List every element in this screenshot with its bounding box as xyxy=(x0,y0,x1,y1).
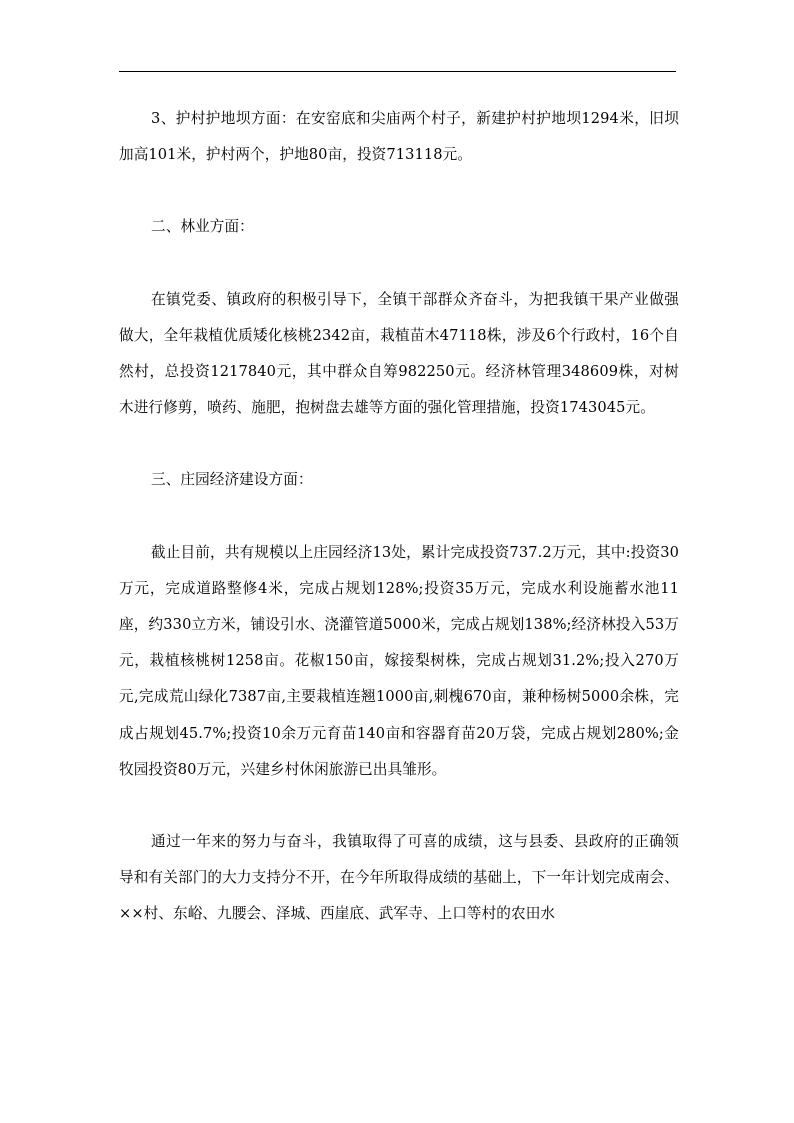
paragraph-gap xyxy=(119,173,679,209)
paragraph-gap xyxy=(119,426,679,462)
paragraph-forestry: 在镇党委、镇政府的积极引导下，全镇干部群众齐奋斗，为把我镇干果产业做强做大，全年栽植优质矮化核桃2342亩，栽植苗木47118株，涉及6个行政村，16个自然村，总投资1217840元，其中群众自筹982250元。经济林管理348609株，对树木进行修剪，喷药、施肥，抱树盘去雄等方面的强化管理措施，投资1743045元。 xyxy=(119,290,679,417)
document-body xyxy=(119,101,679,933)
heading-forestry: 二、林业方面： xyxy=(151,218,254,236)
paragraph-gap xyxy=(119,788,679,824)
paragraph-gap xyxy=(119,246,679,282)
paragraph-summary: 通过一年来的努力与奋斗，我镇取得了可喜的成绩，这与县委、县政府的正确领导和有关部门的大力支持分不开，在今年所取得成绩的基础上，下一年计划完成南会、××村、东峪、九腰会、泽城、西崖底、武军寺、上口等村的农田水 xyxy=(119,833,679,923)
heading-manor-economy: 三、庄园经济建设方面： xyxy=(151,471,313,489)
header-rule xyxy=(119,71,676,72)
paragraph-gap xyxy=(119,499,679,535)
paragraph-manor-economy: 截止目前，共有规模以上庄园经济13处，累计完成投资737.2万元，其中:投资30万元，完成道路整修4米，完成占规划128%;投资35万元，完成水利设施蓄水池11座，约330立方米，铺设引水、浇灌管道5000米，完成占规划138%;经济林投入53万元，栽植核桃树1258亩。花椒150亩，嫁接梨树株，完成占规划31.2%;投入270万元,完成荒山绿化7387亩,主要栽植连翘1000亩,刺槐670亩，兼种杨树5000余株，完成占规划45.7%;投资10余万元育苗140亩和容器育苗20万袋，完成占规划280%;金牧园投资80万元，兴建乡村休闲旅游已出具雏形。 xyxy=(119,543,679,778)
paragraph-dam-construction: 3、护村护地坝方面：在安窑底和尖庙两个村子，新建护村护地坝1294米，旧坝加高101米，护村两个，护地80亩，投资713118元。 xyxy=(119,110,679,164)
